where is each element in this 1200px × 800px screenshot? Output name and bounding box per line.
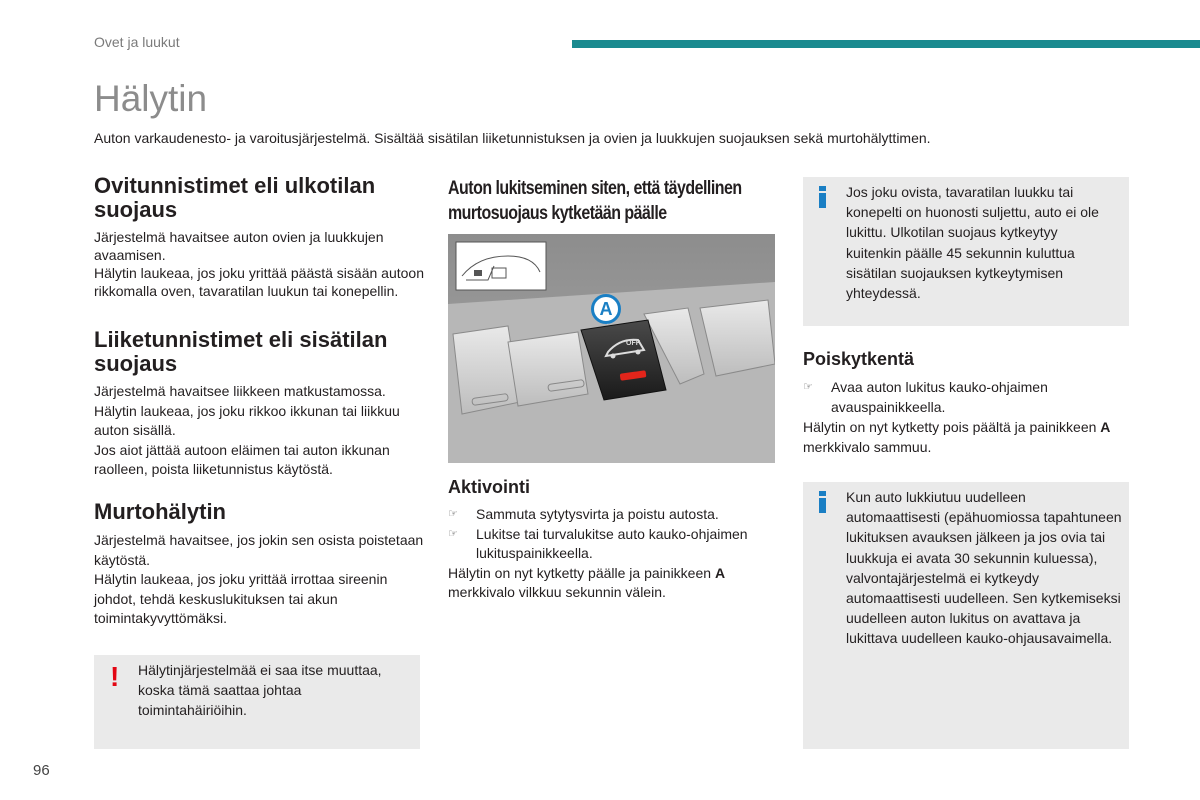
page-number: 96 <box>33 762 50 779</box>
disable-result: Hälytin on nyt kytketty pois päältä ja painikkeen A merkkivalo sammuu. <box>803 419 1111 455</box>
section-activation <box>448 476 778 603</box>
burglar-alarm-title: Murtohälytin <box>94 499 226 524</box>
warning-text: Hälytinjärjestelmää ei saa itse muuttaa, koska tämä saattaa johtaa toimintahäiriöihin. <box>138 662 382 718</box>
dashboard-button-image <box>448 234 775 463</box>
info-text-1: Jos joku ovista, tavaratilan luukku tai konepelti on huonosti suljettu, auto ei ole lukittu. Ulkotilan suojaus kytkeytyy kuitenkin päälle 45 sekunnin kuluttua sisätilan suojauksen kytkeytymisen yhteydessä. <box>846 184 1099 302</box>
activation-step: ☞ Sammuta sytytysvirta ja poistu autosta. <box>448 505 778 525</box>
hand-pointer-icon: ☞ <box>803 381 813 393</box>
motion-sensors-text-2: Hälytin laukeaa, jos joku rikkoo ikkunan tai liikkuu auton sisällä. <box>94 402 400 438</box>
door-sensors-text-1: Järjestelmä havaitsee auton ovien ja luukkujen avaamisen. <box>94 229 384 263</box>
exclamation-icon: ! <box>110 661 120 692</box>
disable-step: ☞ Avaa auton lukitus kauko-ohjaimen avauspainikkeella. <box>803 379 1048 415</box>
section-burglar-alarm <box>94 500 424 629</box>
motion-sensors-text-1: Järjestelmä havaitsee liikkeen matkustamossa. <box>94 383 386 399</box>
button-off-label: OFF <box>626 340 640 347</box>
alarm-button-illustration <box>448 234 775 463</box>
info-box-1 <box>803 177 1129 326</box>
callout-a-label: A <box>591 294 621 324</box>
page-title: Hälytin <box>94 78 208 119</box>
activation-result: Hälytin on nyt kytketty päälle ja painikkeen A merkkivalo vilkkuu sekunnin välein. <box>448 564 726 600</box>
info-box-2 <box>803 482 1129 749</box>
info-text-2: Kun auto lukkiutuu uudelleen automaattisesti (epähuomiossa tapahtuneen lukituksen avauksen jälkeen ja jos ovia tai luukkuja ei avata 30 sekunnin kuluessa), valvontajärjestelmä ei kytkeydy automaattisesti uudelleen. Sen kytkemiseksi uudelleen auton lukitus on avattava ja lukittava uudelleen kauko-ohjausavaimella. <box>846 489 1122 647</box>
hand-pointer-icon: ☞ <box>448 527 458 540</box>
section-door-sensors <box>94 174 424 300</box>
section-disable <box>803 348 1133 457</box>
intro-text: Auton varkaudenesto- ja varoitusjärjestelmä. Sisältää sisätilan liiketunnistuksen ja ovien ja luukkujen suojauksen sekä murtohälyttimen. <box>94 130 931 146</box>
activation-step: ☞ Lukitse tai turvalukitse auto kauko-ohjaimen lukituspainikkeella. <box>448 525 778 564</box>
activation-title: Aktivointi <box>448 477 531 497</box>
info-icon <box>819 186 826 208</box>
locking-title: Auton lukitseminen siten, että täydellinen murtosuojaus kytketään päälle <box>448 178 742 224</box>
motion-sensors-text-3: Jos aiot jättää autoon eläimen tai auton ikkunan raolleen, poista liiketunnistus käytöstä. <box>94 441 390 477</box>
header-accent-bar <box>572 40 1200 48</box>
door-sensors-text-2: Hälytin laukeaa, jos joku yrittää päästä sisään autoon rikkomalla oven, tavaratilan luukun tai konepellin. <box>94 265 424 299</box>
section-motion-sensors <box>94 328 424 480</box>
burglar-alarm-text-2: Hälytin laukeaa, jos joku yrittää irrottaa sireenin johdot, tehdä keskuslukituksen tai akun toimintakyvyttömäksi. <box>94 571 388 626</box>
door-sensors-title: Ovitunnistimet eli ulkotilan suojaus <box>94 173 376 222</box>
motion-sensors-title: Liiketunnistimet eli sisätilan suojaus <box>94 327 388 376</box>
section-label: Ovet ja luukut <box>94 34 180 50</box>
disable-title: Poiskytkentä <box>803 349 915 369</box>
info-icon <box>819 491 826 513</box>
warning-box <box>94 655 420 749</box>
hand-pointer-icon: ☞ <box>448 508 458 520</box>
burglar-alarm-text-1: Järjestelmä havaitsee, jos jokin sen osista poistetaan käytöstä. <box>94 532 424 568</box>
